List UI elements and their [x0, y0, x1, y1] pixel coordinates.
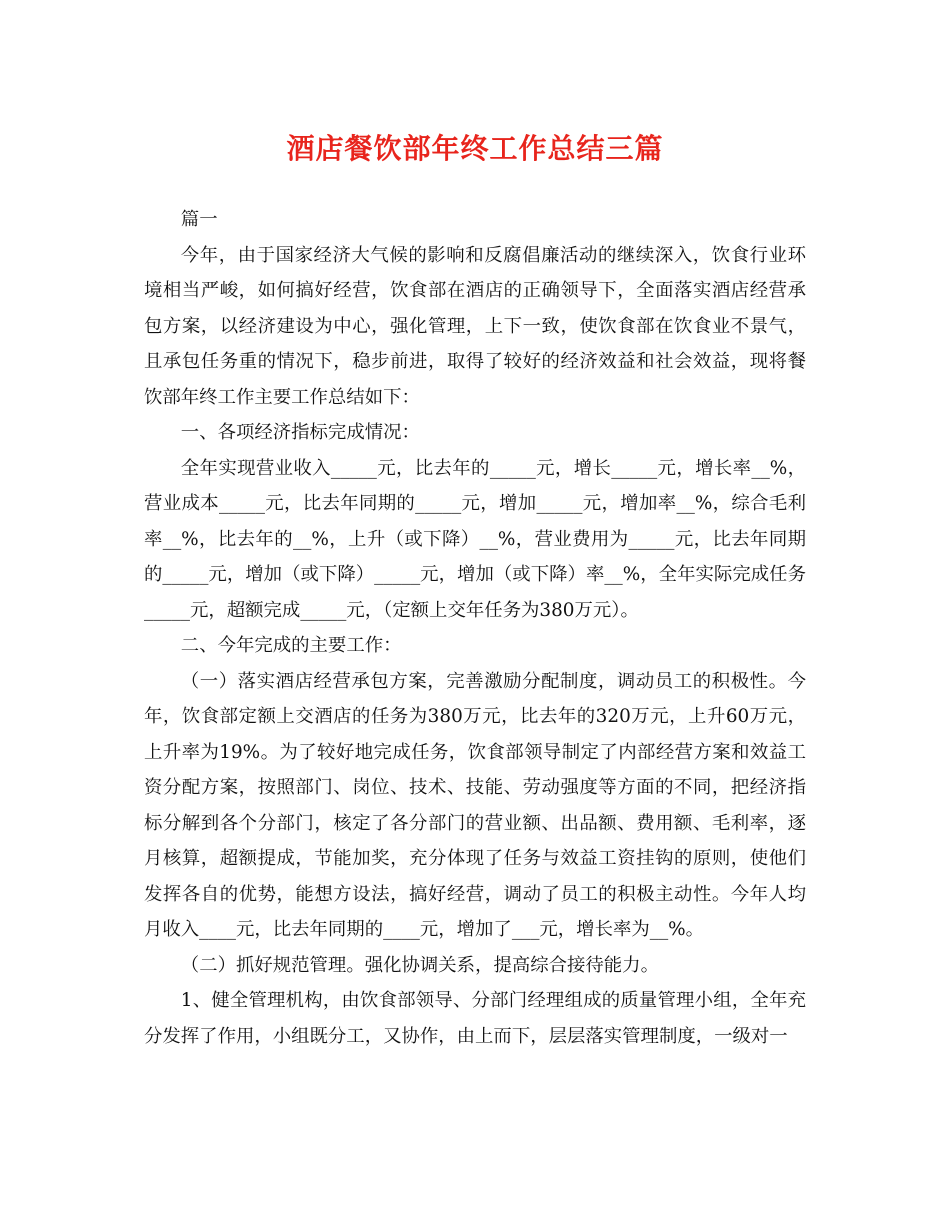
paragraph-economic-indicators: 全年实现营业收入_____元，比去年的_____元，增长_____元，增长率__%，营业成本_____元，比去年同期的_____元，增加_____元，增加率__%，综合毛利率__%，比去年的__%，上升（或下降）__%，营业费用为_____元，比去年同期的_____元，增加（或下降）_____元，增加（或下降）率__%，全年实际完成任务_____元，超额完成_____元，（定额上交年任务为380万元）。	[144, 457, 806, 621]
paragraph-introduction: 今年，由于国家经济大气候的影响和反腐倡廉活动的继续深入，饮食行业环境相当严峻，如何搞好经营，饮食部在酒店的正确领导下，全面落实酒店经营承包方案，以经济建设为中心，强化管理，上下一致，使饮食部在饮食业不景气，且承包任务重的情况下，稳步前进，取得了较好的经济效益和社会效益，现将餐饮部年终工作主要工作总结如下：	[144, 244, 806, 408]
paragraph-contract-plan: （一）落实酒店经营承包方案，完善激励分配制度，调动员工的积极性。今年，饮食部定额上交酒店的任务为380万元，比去年的320万元，上升60万元，上升率为19%。为了较好地完成任务，饮食部领导制定了内部经营方案和效益工资分配方案，按照部门、岗位、技术、技能、劳动强度等方面的不同，把经济指标分解到各个分部门，核定了各分部门的营业额、出品额、费用额、毛利率，逐月核算，超额提成，节能加奖，充分体现了任务与效益工资挂钩的原则，使他们发挥各自的优势，能想方设法，搞好经营，调动了员工的积极主动性。今年人均月收入____元，比去年同期的____元，增加了___元，增长率为__%。	[144, 670, 806, 940]
document-title: 酒店餐饮部年终工作总结三篇	[286, 132, 664, 165]
section-heading-part-one: 篇一	[180, 209, 218, 230]
section-heading-main-work: 二、今年完成的主要工作：	[180, 635, 402, 656]
section-heading-economic-indicators: 一、各项经济指标完成情况：	[180, 422, 420, 443]
subheading-standard-management: （二）抓好规范管理。强化协调关系，提高综合接待能力。	[180, 954, 659, 976]
paragraph-management-organization: 1、健全管理机构，由饮食部领导、分部门经理组成的质量管理小组，全年充分发挥了作用，小组既分工，又协作，由上而下，层层落实管理制度，一级对一	[144, 990, 806, 1047]
document-body	[144, 202, 806, 1054]
